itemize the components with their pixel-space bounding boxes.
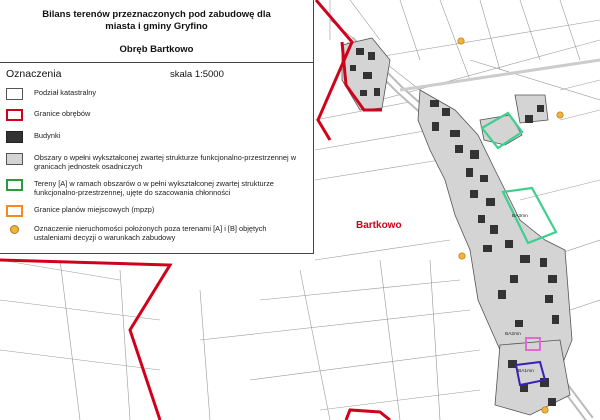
legend-item-plan-boundary xyxy=(6,205,306,223)
title-block xyxy=(0,0,313,63)
legend-label: Granice obrębów xyxy=(34,109,91,118)
legend-item-cadastral xyxy=(6,88,306,106)
legend-item-precinct xyxy=(6,109,306,127)
legend-label: Granice planów miejscowych (mpzp) xyxy=(34,205,155,214)
plan-boundary-icon xyxy=(6,205,23,217)
cadastral-symbol-icon xyxy=(6,88,23,100)
title-line-2: miasta i gminy Gryfino xyxy=(105,21,208,32)
map-scale: skala 1:5000 xyxy=(170,69,224,80)
legend-item-property-dot xyxy=(6,224,306,242)
property-dot-icon xyxy=(10,225,19,234)
building-icon xyxy=(6,131,23,143)
title-line-3: Obręb Bartkowo xyxy=(119,44,194,55)
legend-item-compact-area xyxy=(6,153,306,171)
legend-label: Podział katastralny xyxy=(34,88,97,97)
compact-area-icon xyxy=(6,153,23,165)
place-name-bartkowo: Bartkowo xyxy=(356,220,402,231)
title-line-1: Bilans terenów przeznaczonych pod zabudowę dla xyxy=(42,9,271,20)
legend-label: Oznaczenie nieruchomości położonych poza terenami [A] i [B] objętych ustaleniami decyzji o warunkach zabudowy xyxy=(34,224,267,242)
zone-label-ba2mn: BA2mn xyxy=(505,332,521,337)
terrain-a-icon xyxy=(6,179,23,191)
legend-panel xyxy=(0,0,314,254)
precinct-boundary-icon xyxy=(6,109,23,121)
legend-item-buildings xyxy=(6,131,306,149)
legend-label: Obszary o wpełni wykształconej zwartej strukturze funkcjonalno-przestrzennej w granicach jednostek osadniczych xyxy=(34,153,297,171)
legend-label: Tereny [A] w ramach obszarów o w pełni wykształconej zwartej strukturze funkcjonalno-przestrzennej, ujęte do szacowania chłonności xyxy=(34,179,274,197)
legend-label: Budynki xyxy=(34,131,61,140)
zone-label-ba1mn: BA1mn xyxy=(518,369,534,374)
legend-item-terrain-a xyxy=(6,179,306,197)
legend-section-title: Oznaczenia xyxy=(6,68,62,80)
zone-label-ba3mn: BA3mn xyxy=(512,214,528,219)
